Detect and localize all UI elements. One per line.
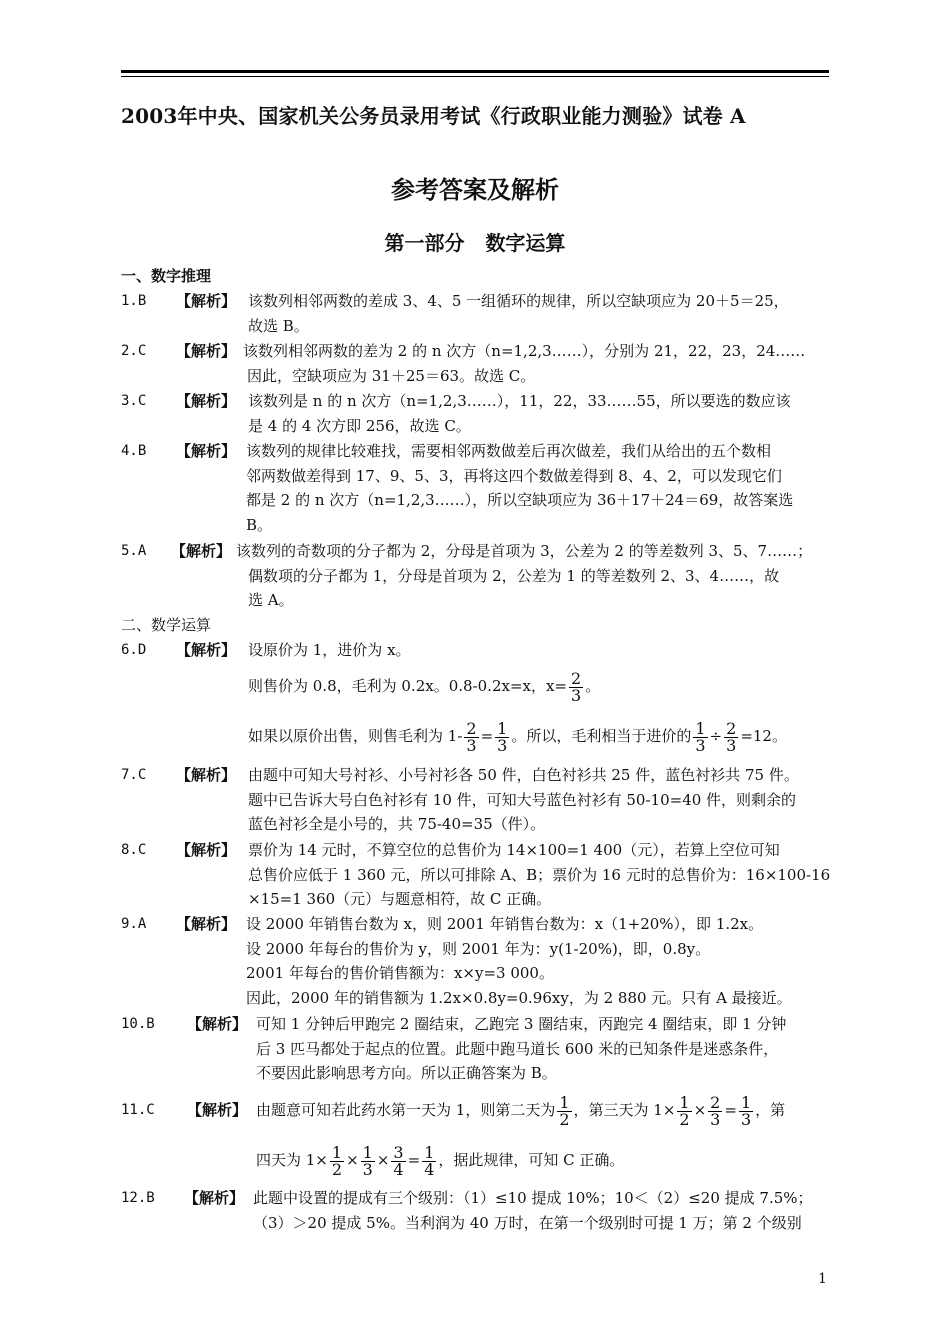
answer-text bbox=[236, 539, 812, 613]
fraction-two-thirds bbox=[724, 718, 738, 755]
answer-text bbox=[248, 389, 791, 438]
answer-line: 故选 B。 bbox=[248, 316, 309, 335]
answer-line: （3）＞20 提成 5%。当利润为 40 万时，在第一个级别时可提 1 万；第 2 个级别 bbox=[253, 1213, 802, 1232]
answer-line: 设 2000 年每台的售价为 y，则 2001 年为：y(1-20%)，即，0.8y。 bbox=[246, 939, 711, 958]
answer-line-fraction bbox=[248, 714, 787, 758]
analysis-tag: 【解析】 bbox=[176, 292, 237, 310]
answer-text bbox=[248, 763, 799, 837]
answer-line: 票价为 14 元时，不算空位的总售价为 14×100=1 400（元），若算上空位可知 bbox=[248, 841, 780, 859]
question-number: 3.C bbox=[121, 393, 147, 409]
analysis-tag: 【解析】 bbox=[176, 442, 237, 460]
answer-text bbox=[248, 289, 789, 338]
answer-line: 偶数项的分子都为 1，分母是首项为 2，公差为 1 的等差数列 2、3、4……，故 bbox=[248, 566, 780, 585]
answer-text bbox=[253, 1186, 813, 1235]
answer-line: 蓝色衬衫全是小号的，共 75-40=35（件）。 bbox=[248, 815, 546, 833]
answer-line: 由题中可知大号衬衫、小号衬衫各 50 件，白色衬衫共 25 件，蓝色衬衫共 75 件。 bbox=[248, 766, 799, 784]
answer-line: 设 2000 年销售台数为 x，则 2001 年销售台数为：x（1+20%），即 1.2x。 bbox=[246, 915, 764, 933]
header-rule-thick bbox=[121, 70, 829, 73]
fraction-numerator: 2 bbox=[466, 718, 477, 738]
analysis-tag: 【解析】 bbox=[176, 392, 237, 410]
fraction-denominator: 3 bbox=[497, 735, 508, 755]
analysis-tag: 【解析】 bbox=[171, 542, 232, 560]
question-number: 6.D bbox=[121, 642, 147, 658]
answer-line: 不要因此影响思考方向。所以正确答案为 B。 bbox=[256, 1064, 557, 1082]
answer-text bbox=[246, 439, 793, 537]
fraction-two-thirds bbox=[464, 718, 478, 755]
answer-text-segment: × bbox=[346, 1151, 359, 1169]
fraction-numerator: 1 bbox=[695, 718, 706, 738]
fraction-numerator: 2 bbox=[710, 1092, 721, 1112]
answer-text-segment: × bbox=[376, 1151, 390, 1169]
answer-line: 该数列是 n 的 n 次方（n=1,2,3……），11，22，33……55，所以要选的数应该 bbox=[248, 392, 791, 410]
answer-text-segment: 则售价为 0.8，毛利为 0.2x。0.8-0.2x=x，x= bbox=[248, 677, 568, 695]
fraction-two-thirds bbox=[569, 668, 583, 705]
analysis-tag: 【解析】 bbox=[187, 1015, 248, 1033]
answer-text-segment: 。 bbox=[585, 677, 601, 695]
answer-line: 后 3 匹马都处于起点的位置。此题中跑马道长 600 米的已知条件是迷惑条件， bbox=[256, 1039, 779, 1058]
fraction-numerator: 1 bbox=[497, 718, 508, 738]
page-number: 1 bbox=[818, 1271, 827, 1287]
question-6 bbox=[121, 638, 833, 768]
answer-line: 是 4 的 4 次方即 256，故选 C。 bbox=[248, 416, 471, 435]
answer-text-segment: 四天为 1× bbox=[256, 1151, 328, 1169]
answer-text-segment: ，据此规律，可知 C 正确。 bbox=[438, 1151, 625, 1169]
answer-line: 总售价应低于 1 360 元，所以可排除 A、B；票价为 16 元时的总售价为：16×100-16 bbox=[248, 865, 831, 884]
part-title bbox=[0, 227, 950, 256]
fraction-numerator: 3 bbox=[393, 1142, 404, 1162]
analysis-tag: 【解析】 bbox=[176, 915, 237, 933]
fraction-denominator: 3 bbox=[710, 1109, 721, 1129]
fraction-denominator: 3 bbox=[571, 685, 582, 705]
question-number: 8.C bbox=[121, 842, 147, 858]
answer-line: 该数列相邻两数的差成 3、4、5 一组循环的规律，所以空缺项应为 20＋5＝25， bbox=[248, 292, 789, 310]
answer-text-segment: ÷ bbox=[709, 727, 723, 745]
fraction-numerator: 1 bbox=[424, 1142, 435, 1162]
answer-line-fraction bbox=[248, 666, 600, 706]
answer-line-fraction bbox=[256, 1086, 785, 1134]
analysis-tag: 【解析】 bbox=[176, 342, 237, 360]
question-number: 2.C bbox=[121, 343, 147, 359]
answer-line: 可知 1 分钟后甲跑完 2 圈结束，乙跑完 3 圈结束，丙跑完 4 圈结束，即 1 分钟 bbox=[256, 1015, 787, 1033]
fraction-one-third bbox=[739, 1092, 753, 1129]
question-number: 1.B bbox=[121, 293, 147, 309]
answer-line: 该数列的奇数项的分子都为 2，分母是首项为 3，公差为 2 的等差数列 3、5、7……； bbox=[236, 542, 813, 560]
answer-text-segment: = bbox=[724, 1101, 737, 1119]
answer-line: 该数列的规律比较难找，需要相邻两数做差后再次做差，我们从给出的五个数相 bbox=[246, 442, 772, 460]
document-title: 2003年中央、国家机关公务员录用考试《行政职业能力测验》试卷 A bbox=[121, 104, 746, 128]
analysis-tag: 【解析】 bbox=[176, 841, 237, 859]
answer-line: 选 A。 bbox=[248, 591, 294, 609]
part-title-label: 第一部分 bbox=[384, 231, 465, 255]
answer-line: 题中已告诉大号白色衬衫有 10 件，可知大号蓝色衬衫有 50-10=40 件，则剩余的 bbox=[248, 790, 797, 809]
section-heading-number-reasoning: 一、数字推理 bbox=[121, 267, 212, 285]
fraction-denominator: 2 bbox=[679, 1109, 690, 1129]
answer-text-segment: 由题意可知若此药水第一天为 1，则第二天为 bbox=[256, 1101, 556, 1119]
answer-text-segment: = bbox=[407, 1151, 421, 1169]
answer-text bbox=[256, 1012, 786, 1086]
fraction-denominator: 4 bbox=[393, 1159, 404, 1179]
fraction-one-half bbox=[677, 1092, 691, 1129]
answer-line: 因此，2000 年的销售额为 1.2x×0.8y=0.96xy，为 2 880 元。只有 A 最接近。 bbox=[246, 988, 792, 1007]
fraction-denominator: 3 bbox=[726, 735, 737, 755]
fraction-numerator: 1 bbox=[740, 1092, 752, 1112]
answer-line: 都是 2 的 n 次方（n=1,2,3……），所以空缺项应为 36＋17＋24＝69，故答案选 bbox=[246, 491, 794, 509]
fraction-one-third bbox=[361, 1142, 375, 1179]
question-number: 10.B bbox=[121, 1016, 155, 1032]
answer-line: ×15=1 360（元）与题意相符，故 C 正确。 bbox=[248, 890, 552, 908]
fraction-numerator: 1 bbox=[559, 1092, 570, 1112]
fraction-numerator: 1 bbox=[679, 1092, 690, 1112]
answer-line-fraction bbox=[256, 1136, 624, 1184]
analysis-tag: 【解析】 bbox=[187, 1101, 248, 1119]
answer-text bbox=[248, 638, 411, 663]
analysis-tag: 【解析】 bbox=[184, 1189, 245, 1207]
answer-text bbox=[243, 339, 805, 388]
fraction-denominator: 3 bbox=[362, 1159, 373, 1179]
fraction-denominator: 2 bbox=[559, 1109, 570, 1129]
answer-line: 此题中设置的提成有三个级别：（1）≤10 提成 10%；10＜（2）≤20 提成 7.5%； bbox=[253, 1189, 813, 1207]
fraction-numerator: 1 bbox=[362, 1142, 373, 1162]
fraction-one-third bbox=[495, 718, 509, 755]
answer-text-segment: ，第三天为 1× bbox=[573, 1101, 676, 1119]
answer-text-segment: 如果以原价出售，则售毛利为 1- bbox=[248, 727, 463, 745]
fraction-denominator: 3 bbox=[695, 735, 706, 755]
fraction-one-half bbox=[330, 1142, 344, 1179]
answer-text-segment: =12。 bbox=[740, 727, 787, 745]
section-heading-math-operations: 二、数学运算 bbox=[121, 616, 212, 634]
part-title-name: 数字运算 bbox=[485, 231, 566, 255]
answer-text-segment: ，第 bbox=[755, 1101, 786, 1119]
answer-line: B。 bbox=[246, 515, 273, 534]
answers-title: 参考答案及解析 bbox=[391, 175, 559, 204]
answer-text-segment: 。所以，毛利相当于进价的 bbox=[511, 727, 692, 745]
fraction-one-half bbox=[557, 1092, 571, 1129]
fraction-numerator: 1 bbox=[331, 1142, 343, 1162]
header-rule-thin bbox=[121, 76, 829, 77]
question-number: 4.B bbox=[121, 443, 147, 459]
question-number: 11.C bbox=[121, 1102, 155, 1118]
fraction-one-quarter bbox=[422, 1142, 436, 1179]
answer-text-segment: × bbox=[693, 1101, 707, 1119]
fraction-numerator: 2 bbox=[571, 668, 582, 688]
answer-text bbox=[246, 912, 792, 1010]
fraction-denominator: 3 bbox=[740, 1109, 752, 1129]
answer-text bbox=[248, 838, 830, 912]
question-number: 7.C bbox=[121, 767, 147, 783]
fraction-denominator: 3 bbox=[466, 735, 477, 755]
analysis-tag: 【解析】 bbox=[176, 641, 237, 659]
fraction-two-thirds bbox=[708, 1092, 722, 1129]
fraction-denominator: 4 bbox=[424, 1159, 435, 1179]
answer-line: 邻两数做差得到 17、9、5、3，再将这四个数做差得到 8、4、2，可以发现它们 bbox=[246, 466, 782, 485]
question-number: 9.A bbox=[121, 916, 147, 932]
fraction-three-quarters bbox=[391, 1142, 405, 1179]
fraction-one-third bbox=[693, 718, 707, 755]
question-11 bbox=[121, 1086, 833, 1186]
analysis-tag: 【解析】 bbox=[176, 766, 237, 784]
fraction-numerator: 2 bbox=[726, 718, 737, 738]
question-number: 5.A bbox=[121, 543, 147, 559]
answer-text-segment: = bbox=[480, 727, 494, 745]
question-number: 12.B bbox=[121, 1190, 155, 1206]
answer-line: 设原价为 1，进价为 x。 bbox=[248, 641, 411, 659]
answer-line: 该数列相邻两数的差为 2 的 n 次方（n=1,2,3……），分别为 21，22，23，24…… bbox=[243, 342, 806, 360]
fraction-denominator: 2 bbox=[331, 1159, 343, 1179]
answer-line: 因此，空缺项应为 31＋25＝63。故选 C。 bbox=[247, 366, 536, 385]
answer-line: 2001 年每台的售价销售额为：x×y=3 000。 bbox=[246, 964, 554, 982]
